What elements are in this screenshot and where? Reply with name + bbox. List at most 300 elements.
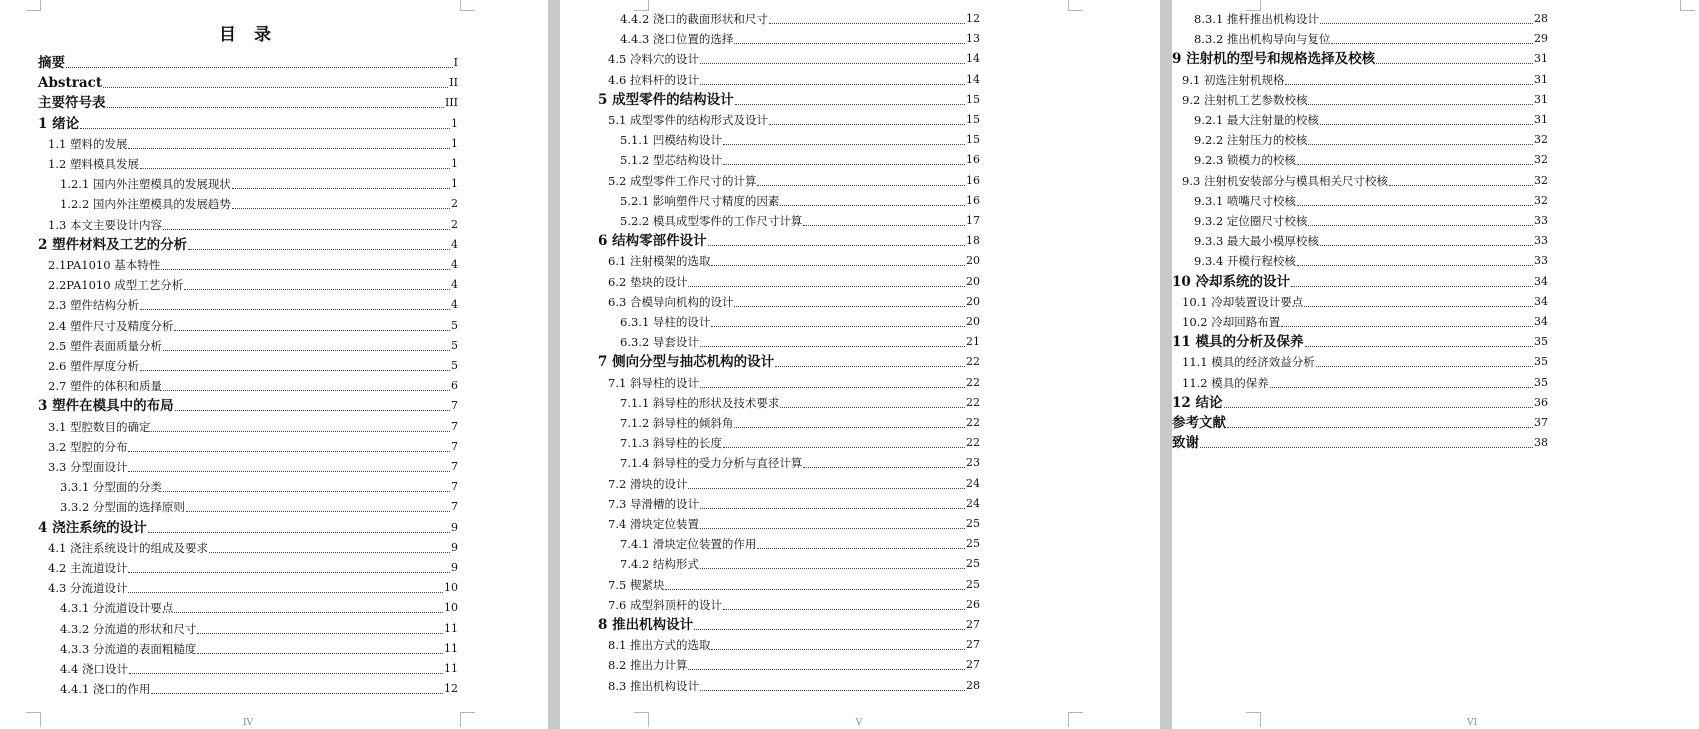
toc-entry-title: 4.4 浇口设计	[60, 662, 128, 676]
toc-entry-title: 7.5 楔紧块	[608, 577, 665, 592]
toc-leader-dots	[1389, 185, 1533, 186]
toc-leader-dots	[209, 552, 450, 553]
toc-entry-page: 7	[451, 439, 458, 453]
toc-entry-title: 3.3.2 分型面的选择原则	[60, 500, 185, 515]
toc-entry	[1172, 333, 1548, 351]
toc-entry-page: 35	[1534, 355, 1548, 369]
toc-leader-dots	[700, 690, 965, 691]
toc-entry-page: 5	[451, 359, 458, 372]
toc-leader-dots	[107, 107, 444, 108]
toc-entry-page: 7	[451, 480, 458, 494]
toc-entry-page: 32	[1534, 173, 1548, 187]
toc-leader-dots	[757, 548, 965, 549]
toc-leader-dots	[163, 491, 450, 492]
toc-entry-page: 1	[451, 157, 458, 170]
toc-leader-dots	[128, 592, 443, 593]
toc-entry	[48, 559, 458, 577]
toc-entry	[48, 256, 458, 274]
toc-entry-title: 11.1 模具的经济效益分析	[1182, 355, 1315, 370]
toc-entry-page: 22	[966, 395, 980, 409]
toc-entry-page: 27	[966, 658, 980, 672]
toc-entry-page: 33	[1534, 234, 1548, 248]
toc-entry-page: 21	[966, 335, 980, 349]
toc-leader-dots	[175, 410, 450, 411]
toc-entry	[1172, 394, 1548, 412]
toc-entry-page: 22	[966, 436, 980, 450]
toc-entry-page: 9	[451, 561, 458, 574]
toc-leader-dots	[1297, 265, 1533, 266]
toc-entry-title: 9.2.2 注射压力的校核	[1194, 133, 1308, 148]
toc-entry	[608, 596, 980, 614]
toc-leader-dots	[803, 225, 965, 226]
toc-entry	[1182, 374, 1548, 392]
page-v	[560, 0, 1160, 729]
toc-entry	[48, 135, 458, 153]
toc-entry-page: 16	[966, 153, 980, 167]
toc-entry	[620, 151, 980, 169]
toc-entry-title: 1.2.1 国内外注塑模具的发展现状	[60, 177, 231, 192]
toc-leader-dots	[1270, 387, 1533, 388]
page-number: V	[855, 718, 863, 728]
toc-leader-dots	[1227, 427, 1533, 428]
toc-entry-title: 9.3 注射机安装部分与模具相关尺寸校核	[1182, 173, 1388, 188]
toc-entry-page: 5	[451, 318, 458, 332]
toc-entry-page: 33	[1534, 214, 1548, 227]
toc-entry	[1194, 252, 1548, 270]
toc-leader-dots	[140, 309, 450, 310]
toc-entry	[60, 660, 458, 678]
toc-entry-title: 9.2.1 最大注射量的校核	[1194, 113, 1319, 127]
toc-entry-page: 29	[1534, 32, 1548, 46]
toc-leader-dots	[188, 249, 450, 250]
toc-entry-title: 1.3 本文主要设计内容	[48, 217, 162, 232]
toc-entry-page: III	[444, 96, 458, 110]
toc-leader-dots	[1308, 144, 1533, 145]
toc-entry-title: 3 塑件在模具中的布局	[38, 398, 174, 415]
toc-entry	[608, 71, 980, 89]
toc-entry	[48, 317, 458, 335]
toc-entry-page: 28	[1534, 12, 1548, 25]
toc-entry	[620, 414, 980, 432]
toc-entry-page: 25	[966, 577, 980, 591]
toc-entry-page: 13	[966, 32, 980, 46]
toc-leader-dots	[688, 286, 965, 287]
toc-entry	[48, 357, 458, 375]
toc-leader-dots	[1316, 366, 1533, 367]
toc-leader-dots	[80, 128, 450, 129]
toc-entry-page: 37	[1534, 416, 1548, 429]
toc-entry-page: 7	[451, 460, 458, 473]
toc-leader-dots	[734, 43, 965, 44]
toc-entry-title: 摘要	[38, 55, 65, 71]
toc-entry	[38, 236, 458, 254]
toc-entry-title: 2.1PA1010 基本特性	[48, 258, 161, 272]
toc-entry-title: Abstract	[38, 75, 103, 92]
toc-entry	[608, 576, 980, 594]
toc-leader-dots	[148, 532, 450, 533]
toc-entry	[608, 172, 980, 190]
toc-entry-title: 9.2.3 锁模力的校核	[1194, 153, 1296, 168]
toc-entry-page: 35	[1534, 375, 1548, 389]
toc-entry-page: 11	[444, 662, 458, 675]
toc-leader-dots	[723, 609, 965, 610]
toc-leader-dots	[1320, 124, 1533, 125]
toc-entry-title: 7.4.2 结构形式	[620, 557, 699, 572]
toc-leader-dots	[1331, 43, 1533, 44]
toc-entry-title: 7.1.1 斜导柱的形状及技术要求	[620, 395, 780, 410]
toc-entry-title: 8.1 推出方式的选取	[608, 638, 711, 653]
toc-entry	[620, 535, 980, 553]
corner-mark	[26, 0, 41, 11]
toc-entry-page: 11	[444, 621, 458, 635]
toc-entry-page: 22	[966, 355, 980, 369]
toc-entry-title: 9 注射机的型号和规格选择及校核	[1172, 51, 1376, 68]
toc-leader-dots	[1200, 447, 1533, 448]
page-iv	[0, 0, 548, 729]
toc-entry-title: 6.3 合模导向机构的设计	[608, 294, 734, 309]
toc-leader-dots	[184, 289, 450, 290]
toc-entry-title: 4.3.2 分流道的形状和尺寸	[60, 621, 197, 636]
toc-entry-title: 1.2 塑料模具发展	[48, 157, 139, 171]
toc-entry-page: 28	[966, 678, 980, 692]
toc-entry-title: 6.3.1 导柱的设计	[620, 315, 711, 329]
toc-leader-dots	[1304, 306, 1533, 307]
toc-entry-title: 3.3 分型面设计	[48, 460, 128, 474]
toc-leader-dots	[1320, 23, 1533, 24]
toc-leader-dots	[700, 508, 965, 509]
toc-entry	[620, 454, 980, 472]
toc-entry	[1182, 353, 1548, 371]
toc-entry-page: 12	[444, 682, 458, 696]
toc-entry-page: 11	[444, 641, 458, 655]
toc-leader-dots	[780, 205, 965, 206]
toc-leader-dots	[1305, 346, 1534, 347]
toc-entry	[608, 656, 980, 674]
toc-entry	[38, 74, 458, 92]
toc-leader-dots	[769, 124, 965, 125]
toc-leader-dots	[128, 148, 450, 149]
toc-entry-page: 24	[966, 476, 980, 490]
toc-leader-dots	[103, 87, 448, 88]
toc-leader-dots	[161, 269, 450, 270]
toc-leader-dots	[1297, 164, 1533, 165]
toc-entry-title: 8.3.2 推出机构导向与复位	[1194, 32, 1331, 47]
toc-entry-title: 4 浇注系统的设计	[38, 519, 147, 536]
toc-leader-dots	[128, 471, 450, 472]
toc-leader-dots	[232, 188, 450, 189]
toc-entry-page: 36	[1534, 395, 1548, 409]
toc-entry	[620, 394, 980, 412]
toc-entry-page: 27	[966, 618, 980, 631]
toc-entry-title: 2.4 塑件尺寸及精度分析	[48, 318, 174, 333]
corner-mark	[1680, 0, 1695, 11]
toc-entry-page: 14	[966, 72, 980, 86]
toc-leader-dots	[711, 265, 965, 266]
toc-entry	[620, 313, 980, 331]
toc-entry-title: 1.1 塑料的发展	[48, 136, 128, 151]
toc-entry	[1182, 293, 1548, 311]
toc-entry	[608, 273, 980, 291]
toc-entry-title: 2 塑件材料及工艺的分析	[38, 236, 188, 253]
toc-entry-title: 6.3.2 导套设计	[620, 335, 699, 350]
page-vi	[1172, 0, 1699, 729]
toc-entry-page: 34	[1534, 294, 1548, 308]
toc-entry-page: 6	[451, 379, 458, 393]
toc-entry-title: 9.2 注射机工艺参数校核	[1182, 92, 1308, 107]
toc-entry-title: 参考文献	[1172, 415, 1226, 431]
toc-leader-dots	[694, 629, 965, 630]
toc-entry	[608, 293, 980, 311]
toc-entry-title: 8.3.1 推杆推出机构设计	[1194, 12, 1319, 26]
toc-entry	[598, 232, 980, 250]
toc-entry	[60, 599, 458, 617]
toc-entry-title: 1 绪论	[38, 115, 80, 132]
toc-leader-dots	[688, 488, 965, 489]
toc-entry-page: 9	[451, 520, 458, 534]
toc-entry	[598, 91, 980, 109]
toc-entry-title: 7.3 导滑槽的设计	[608, 496, 699, 511]
toc-entry-title: 致谢	[1172, 435, 1199, 452]
toc-entry-title: 4.4.2 浇口的截面形状和尺寸	[620, 12, 768, 26]
toc-entry-page: 25	[966, 557, 980, 571]
toc-entry-page: 20	[966, 294, 980, 308]
toc-entry-page: I	[453, 56, 458, 69]
toc-leader-dots	[711, 649, 965, 650]
toc-entry-title: 9.3.1 喷嘴尺寸校核	[1194, 193, 1296, 208]
toc-entry-page: 32	[1534, 193, 1548, 207]
toc-entry-page: 31	[1534, 92, 1548, 106]
toc-leader-dots	[700, 63, 965, 64]
toc-entry-title: 2.6 塑件厚度分析	[48, 359, 139, 373]
toc-entry	[1172, 434, 1548, 452]
toc-leader-dots	[151, 693, 443, 694]
toc-entry-page: 25	[966, 517, 980, 530]
toc-entry	[1194, 212, 1548, 230]
toc-leader-dots	[711, 326, 965, 327]
toc-entry	[608, 515, 980, 533]
toc-entry-title: 4.3.3 分流道的表面粗糙度	[60, 641, 197, 656]
toc-entry-page: 1	[451, 177, 458, 191]
toc-entry-title: 3.3.1 分型面的分类	[60, 480, 162, 495]
toc-leader-dots	[128, 572, 450, 573]
toc-entry-page: 22	[966, 375, 980, 389]
toc-leader-dots	[66, 67, 453, 68]
toc-leader-dots	[1297, 205, 1533, 206]
toc-leader-dots	[1291, 286, 1533, 287]
toc-entry-title: 2.3 塑件结构分析	[48, 298, 139, 313]
toc-entry-title: 8 推出机构设计	[598, 617, 694, 633]
toc-entry-page: 22	[966, 416, 980, 429]
toc-entry-title: 5 成型零件的结构设计	[598, 91, 734, 108]
toc-entry-page: 16	[966, 173, 980, 187]
toc-entry-title: 10.1 冷却装置设计要点	[1182, 294, 1304, 309]
toc-entry	[38, 54, 458, 72]
toc-entry-page: 20	[966, 274, 980, 288]
toc-entry-title: 8.3 推出机构设计	[608, 678, 699, 693]
toc-leader-dots	[700, 346, 965, 347]
toc-entry-page: 20	[966, 254, 980, 268]
toc-entry	[608, 50, 980, 68]
toc-entry-page: 7	[451, 399, 458, 413]
toc-entry	[1182, 71, 1548, 89]
toc-entry-title: 7.1.3 斜导柱的长度	[620, 436, 722, 451]
toc-entry	[48, 337, 458, 355]
toc-leader-dots	[140, 168, 450, 169]
toc-entry-title: 4.4.1 浇口的作用	[60, 682, 151, 697]
toc-entry-title: 9.3.4 开模行程校核	[1194, 254, 1296, 269]
toc-entry	[48, 155, 458, 173]
toc-entry-title: 5.2.2 模具成型零件的工作尺寸计算	[620, 214, 803, 228]
toc-entry-title: 7.4 滑块定位装置	[608, 517, 699, 531]
toc-entry-page: 34	[1534, 274, 1548, 288]
toc-entry-page: 9	[451, 540, 458, 554]
toc-entry-page: 31	[1534, 113, 1548, 126]
toc-entry-title: 7 侧向分型与抽芯机构的设计	[598, 354, 775, 371]
toc-entry-page: 7	[451, 500, 458, 514]
toc-entry-page: 15	[966, 113, 980, 126]
toc-entry-title: 5.1.1 凹模结构设计	[620, 133, 722, 148]
toc-entry-title: 5.2.1 影响塑件尺寸精度的因素	[620, 193, 780, 208]
toc-entry-page: 17	[966, 214, 980, 227]
toc-entry	[38, 115, 458, 133]
toc-leader-dots	[1285, 84, 1533, 85]
toc-entry-title: 4.4.3 浇口位置的选择	[620, 32, 734, 47]
toc-entry	[1194, 10, 1548, 28]
toc-title: 目 录	[219, 25, 277, 45]
toc-entry-title: 11 模具的分析及保养	[1172, 334, 1304, 351]
toc-entry-page: 2	[451, 197, 458, 211]
toc-entry-page: 26	[966, 597, 980, 611]
toc-entry	[48, 377, 458, 395]
toc-entry-page: 23	[966, 456, 980, 470]
toc-entry	[608, 636, 980, 654]
page-gap-2	[1160, 0, 1172, 729]
toc-leader-dots	[708, 245, 965, 246]
toc-entry-title: 4.5 冷料穴的设计	[608, 52, 699, 67]
toc-entry	[1172, 50, 1548, 68]
toc-entry-title: 12 结论	[1172, 394, 1223, 411]
toc-entry-title: 2.2PA1010 成型工艺分析	[48, 278, 184, 293]
toc-entry	[60, 680, 458, 698]
toc-entry-page: 4	[451, 298, 458, 312]
toc-leader-dots	[723, 447, 965, 448]
toc-entry-title: 6.2 垫块的设计	[608, 274, 688, 289]
toc-leader-dots	[1320, 245, 1533, 246]
toc-entry	[608, 475, 980, 493]
toc-entry-page: 5	[451, 338, 458, 352]
corner-mark	[1068, 0, 1083, 11]
toc-leader-dots	[1376, 63, 1533, 64]
toc-entry	[598, 353, 980, 371]
toc-entry-page: 25	[966, 537, 980, 551]
toc-entry	[48, 438, 458, 456]
toc-entry	[608, 111, 980, 129]
toc-entry	[620, 434, 980, 452]
toc-entry-page: II	[449, 76, 458, 90]
toc-entry	[60, 175, 458, 193]
toc-entry-page: 32	[1534, 133, 1548, 147]
toc-entry-title: 4.6 拉料杆的设计	[608, 72, 699, 87]
toc-entry-page: 16	[966, 193, 980, 207]
toc-entry-title: 2.5 塑件表面质量分析	[48, 338, 162, 353]
toc-entry-page: 7	[451, 419, 458, 433]
toc-entry-page: 24	[966, 496, 980, 510]
toc-entry-title: 7.6 成型斜顶杆的设计	[608, 597, 722, 612]
toc-entry	[48, 579, 458, 597]
toc-leader-dots	[1308, 104, 1533, 105]
toc-leader-dots	[665, 589, 965, 590]
toc-entry-title: 10.2 冷却回路布置	[1182, 315, 1281, 329]
toc-leader-dots	[140, 370, 450, 371]
toc-entry-page: 34	[1534, 315, 1548, 328]
toc-leader-dots	[1308, 225, 1533, 226]
toc-entry	[48, 458, 458, 476]
toc-entry-page: 31	[1534, 52, 1548, 66]
toc-entry	[38, 94, 458, 112]
toc-leader-dots	[1281, 326, 1533, 327]
toc-entry-title: 2.7 塑件的体积和质量	[48, 379, 162, 394]
toc-entry	[48, 216, 458, 234]
toc-entry	[1194, 30, 1548, 48]
toc-entry	[38, 519, 458, 537]
toc-entry	[620, 192, 980, 210]
toc-entry-title: 3.1 型腔数目的确定	[48, 419, 151, 434]
toc-entry-page: 27	[966, 638, 980, 652]
toc-entry	[1182, 91, 1548, 109]
toc-entry	[620, 555, 980, 573]
toc-entry	[48, 418, 458, 436]
toc-leader-dots	[757, 185, 965, 186]
toc-entry-title: 4.3 分流道设计	[48, 581, 128, 596]
toc-entry-page: 33	[1534, 254, 1548, 268]
toc-entry-title: 11.2 模具的保养	[1182, 375, 1269, 390]
toc-entry	[608, 495, 980, 513]
toc-entry	[60, 498, 458, 516]
toc-leader-dots	[723, 144, 965, 145]
toc-entry	[1194, 192, 1548, 210]
toc-entry-title: 7.1.4 斜导柱的受力分析与直径计算	[620, 456, 803, 471]
toc-leader-dots	[232, 208, 450, 209]
toc-entry-page: 2	[451, 217, 458, 231]
toc-entry	[1194, 131, 1548, 149]
toc-entry	[60, 620, 458, 638]
page-number: VI	[1466, 718, 1478, 728]
toc-leader-dots	[163, 229, 450, 230]
toc-leader-dots	[197, 653, 443, 654]
toc-entry	[1194, 111, 1548, 129]
toc-leader-dots	[769, 23, 965, 24]
toc-entry-title: 主要符号表	[38, 95, 106, 112]
toc-leader-dots	[735, 104, 965, 105]
toc-entry-page: 20	[966, 315, 980, 328]
toc-entry-page: 15	[966, 133, 980, 147]
toc-entry	[608, 252, 980, 270]
toc-entry-title: 5.2 成型零件工作尺寸的计算	[608, 173, 757, 188]
toc-entry-page: 38	[1534, 436, 1548, 450]
toc-entry-title: 7.1.2 斜导柱的倾斜角	[620, 416, 734, 430]
toc-leader-dots	[688, 669, 965, 670]
toc-leader-dots	[163, 350, 450, 351]
toc-entry-title: 3.2 型腔的分布	[48, 439, 128, 454]
toc-leader-dots	[151, 431, 450, 432]
toc-leader-dots	[700, 528, 965, 529]
toc-entry-page: 18	[966, 234, 980, 248]
toc-leader-dots	[700, 568, 965, 569]
toc-entry-title: 9.3.2 定位圈尺寸校核	[1194, 214, 1308, 228]
toc-entry-title: 5.1 成型零件的结构形式及设计	[608, 113, 768, 127]
toc-entry	[620, 30, 980, 48]
toc-entry	[1194, 232, 1548, 250]
